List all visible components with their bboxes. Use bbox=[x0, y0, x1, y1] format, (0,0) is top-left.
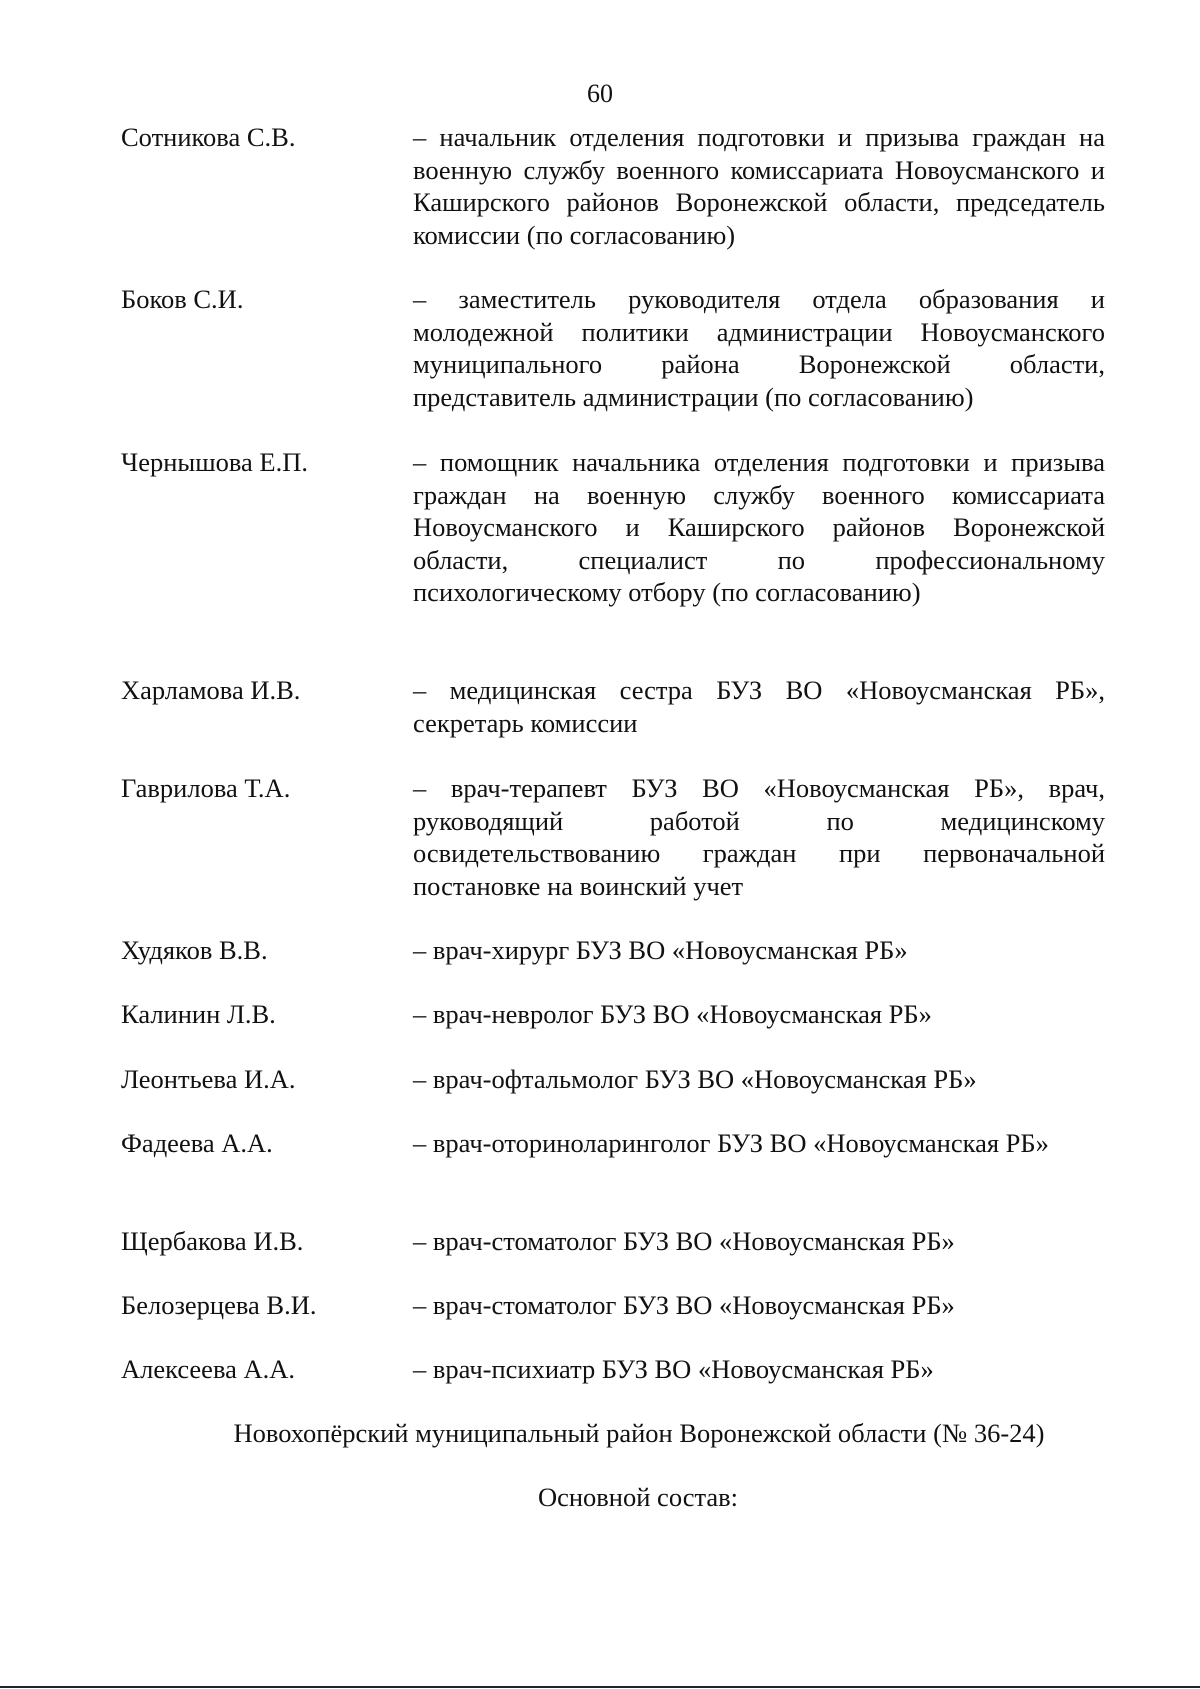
member-name: Гаврилова Т.А. bbox=[121, 773, 291, 803]
page-number: 60 bbox=[587, 79, 613, 108]
member-name: Белозерцева В.И. bbox=[121, 1290, 317, 1320]
member-name: Фадеева А.А. bbox=[121, 1128, 273, 1158]
member-role: – заместитель руководителя отдела образования и молодежной политики администрации Новоусманского муниципального района Воронежской области, представитель администрации (по согласованию) bbox=[413, 284, 1105, 412]
member-role: – врач-терапевт БУЗ ВО «Новоусманская РБ», врач, руководящий работой по медицинскому освидетельствованию граждан при первоначальной постановке на воинский учет bbox=[413, 773, 1105, 901]
subheading: Основной состав: bbox=[537, 1482, 739, 1512]
member-role: – врач-оториноларинголог БУЗ ВО «Новоусманская РБ» bbox=[413, 1128, 1049, 1158]
member-name: Худяков В.В. bbox=[121, 935, 268, 965]
member-role: – врач-психиатр БУЗ ВО «Новоусманская РБ» bbox=[413, 1354, 934, 1384]
section-heading: Новохопёрский муниципальный район Воронежской области (№ 36-24) bbox=[233, 1418, 1045, 1448]
member-role: – врач-хирург БУЗ ВО «Новоусманская РБ» bbox=[413, 935, 908, 965]
member-role: – начальник отделения подготовки и призыва граждан на военную службу военного комиссариата Новоусманского и Каширского районов Воронежской области, председатель комиссии (по согласованию) bbox=[413, 122, 1105, 250]
member-role: – врач-офтальмолог БУЗ ВО «Новоусманская РБ» bbox=[413, 1064, 977, 1094]
member-role: – помощник начальника отделения подготовки и призыва граждан на военную службу военного комиссариата Новоусманского и Каширского районов Воронежской области, специалист по профессиональному психологическому отбору (по согласованию) bbox=[413, 447, 1105, 607]
member-name: Боков С.И. bbox=[121, 284, 244, 314]
member-role: – медицинская сестра БУЗ ВО «Новоусманская РБ», секретарь комиссии bbox=[413, 675, 1105, 738]
member-role: – врач-стоматолог БУЗ ВО «Новоусманская РБ» bbox=[413, 1226, 955, 1256]
member-name: Щербакова И.В. bbox=[121, 1226, 304, 1256]
bottom-rule bbox=[0, 1686, 1200, 1688]
member-name: Чернышова Е.П. bbox=[121, 447, 309, 477]
member-role: – врач-стоматолог БУЗ ВО «Новоусманская РБ» bbox=[413, 1290, 955, 1320]
member-name: Калинин Л.В. bbox=[121, 999, 276, 1029]
member-name: Сотникова С.В. bbox=[121, 122, 296, 152]
member-name: Леонтьева И.А. bbox=[121, 1064, 296, 1094]
member-name: Алексеева А.А. bbox=[121, 1354, 296, 1384]
member-role: – врач-невролог БУЗ ВО «Новоусманская РБ» bbox=[413, 999, 932, 1029]
member-name: Харламова И.В. bbox=[121, 675, 301, 705]
